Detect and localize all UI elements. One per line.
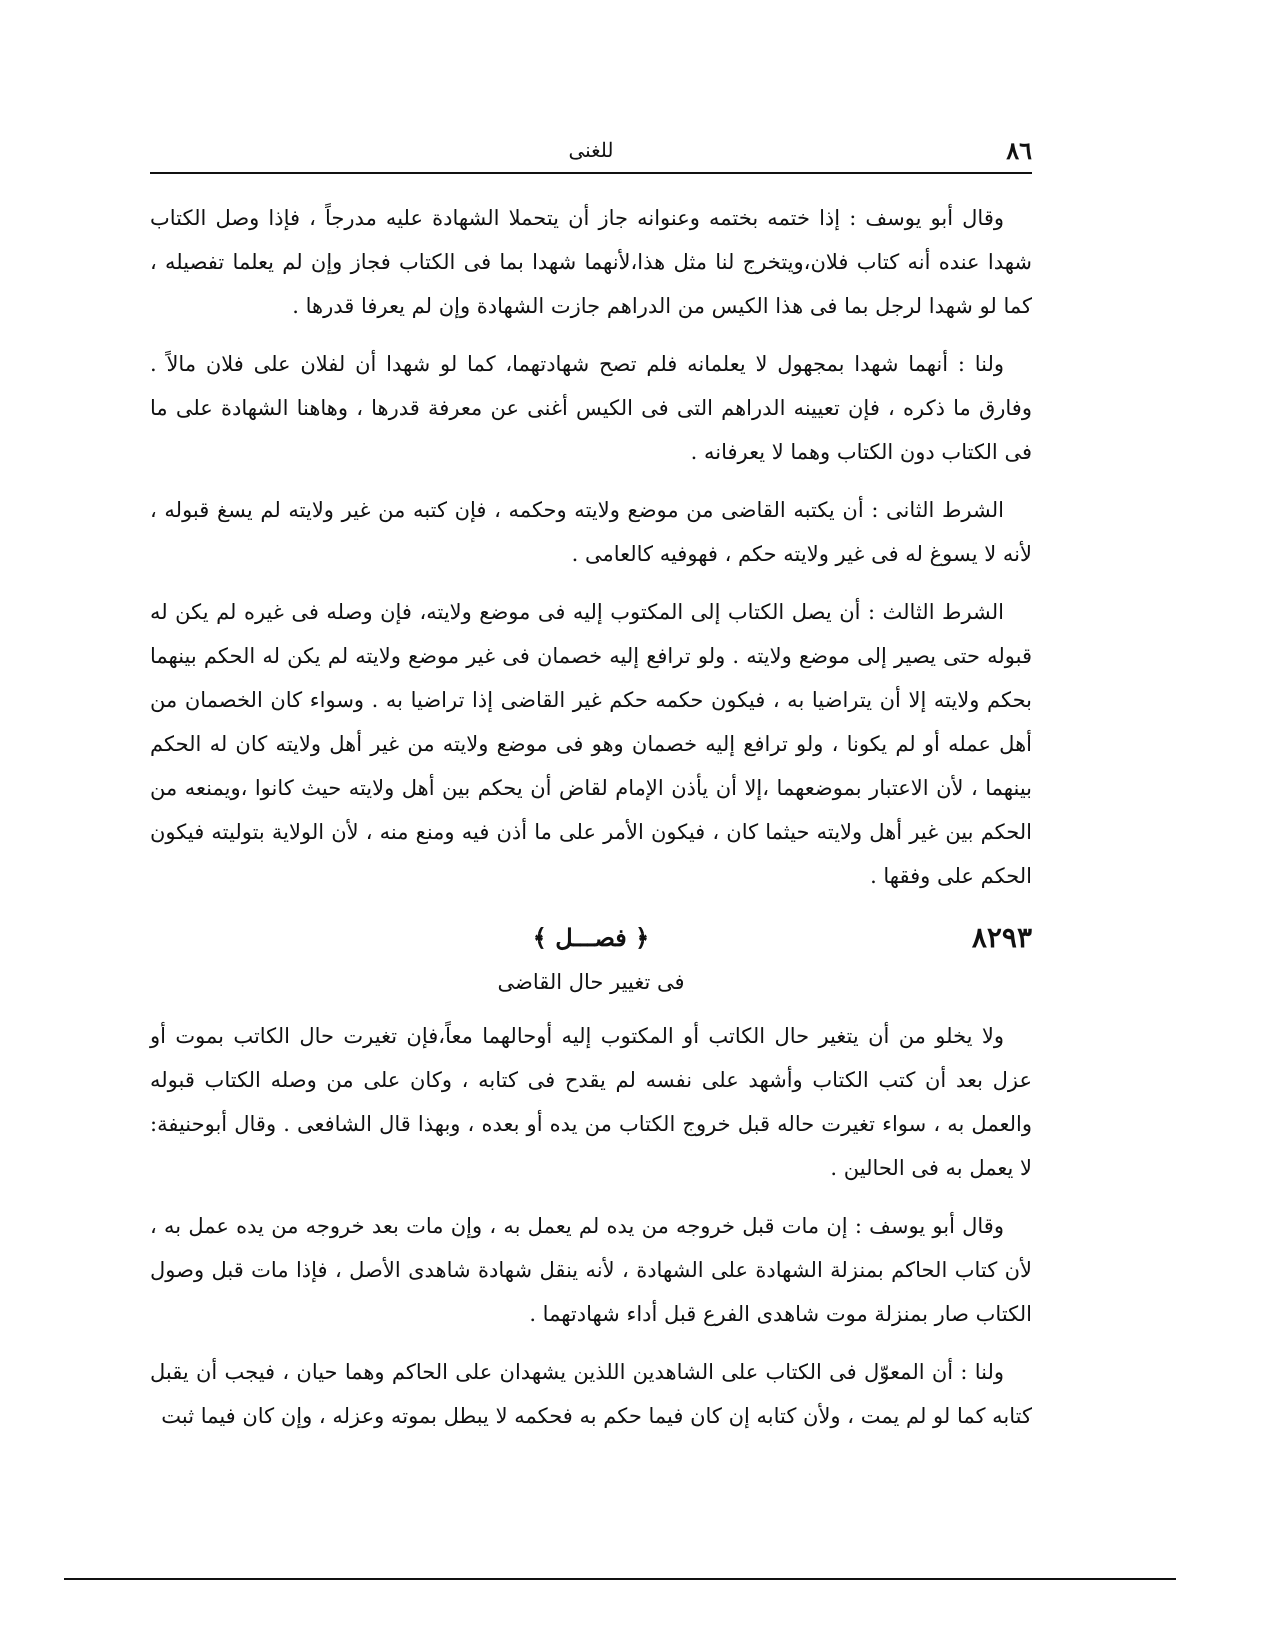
paragraph: ولنا : أن المعوّل فى الكتاب على الشاهدين اللذين يشهدان على الحاكم وهما حيان ، فيجب أن يقبل كتابه كما لو لم يمت ، ولأن كتابه إن كان فيما حكم به فحكمه لا يبطل بموته وعزله ، وإن كان فيما ثبت [150, 1360, 1032, 1428]
paragraph: وقال أبو يوسف : إذا ختمه بختمه وعنوانه جاز أن يتحملا الشهادة عليه مدرجاً ، فإذا وصل الكتاب شهدا عنده أنه كتاب فلان،ويتخرج لنا مثل هذا،لأنهما شهدا بما فى الكتاب فجاز وإن لم يعلما تفصيله ، كما لو شهدا لرجل بما فى هذا الكيس من الدراهم جازت الشهادة وإن لم يعرفا قدرها . [150, 206, 1032, 318]
paragraph: ولا يخلو من أن يتغير حال الكاتب أو المكتوب إليه أوحالهما معاً،فإن تغيرت حال الكاتب بموت أو عزل بعد أن كتب الكتاب وأشهد على نفسه لم يقدح فى كتابه ، وكان على من وصله الكتاب قبوله والعمل به ، سواء تغيرت حاله قبل خروج الكتاب من يده أو بعده ، وبهذا قال الشافعى . وقال أبوحنيفة: لا يعمل به فى الحالين . [150, 1024, 1032, 1180]
footer-rule [64, 1578, 1176, 1580]
header-rule [150, 172, 1032, 174]
body-text [150, 196, 1032, 1452]
section-label: ﴿ فصـــل ﴾ [532, 923, 650, 952]
paragraph: الشرط الثالث : أن يصل الكتاب إلى المكتوب إليه فى موضع ولايته، فإن وصله فى غيره لم يكن له قبوله حتى يصير إلى موضع ولايته . ولو ترافع إليه خصمان فى غير موضع ولايته لم يكن له الحكم بينهما بحكم ولايته إلا أن يتراضيا به ، فيكون حكمه حكم غير القاضى إذا تراضيا به . وسواء كان الخصمان من أهل عمله أو لم يكونا ، ولو ترافع إليه خصمان وهو فى موضع ولايته من غير أهل ولايته كان له الحكم بينهما ، لأن الاعتبار بموضعهما ،إلا أن يأذن الإمام لقاض أن يحكم بين أهل ولايته حيث كانوا ،ويمنعه من الحكم بين غير أهل ولايته حيثما كان ، فيكون الأمر على ما أذن فيه ومنع منه ، لأن الولاية بتوليته فيكون الحكم على وفقها . [150, 600, 1032, 888]
paragraph: الشرط الثانى : أن يكتبه القاضى من موضع ولايته وحكمه ، فإن كتبه من غير ولايته لم يسغ قبوله ، لأنه لا يسوغ له فى غير ولايته حكم ، فهوفيه كالعامى . [150, 498, 1032, 566]
running-title: للغنى [568, 138, 614, 162]
section-subtitle: فى تغيير حال القاضى [497, 970, 685, 994]
page-header [150, 128, 1032, 172]
section-number: ٨٢٩٣ [971, 921, 1032, 954]
paragraph: ولنا : أنهما شهدا بمجهول لا يعلمانه فلم تصح شهادتهما، كما لو شهدا أن لفلان على فلان مالاً . وفارق ما ذكره ، فإن تعيينه الدراهم التى فى الكيس أغنى عن معرفة قدرها ، وهاهنا الشهادة على ما فى الكتاب دون الكتاب وهما لا يعرفانه . [150, 352, 1032, 464]
paragraph: وقال أبو يوسف : إن مات قبل خروجه من يده لم يعمل به ، وإن مات بعد خروجه من يده عمل به ، لأن كتاب الحاكم بمنزلة الشهادة على الشهادة ، لأنه ينقل شهادة شاهدى الأصل ، فإذا مات قبل وصول الكتاب صار بمنزلة موت شاهدى الفرع قبل أداء شهادتهما . [150, 1214, 1032, 1326]
page-number: ٨٦ [1006, 136, 1032, 165]
section-heading [150, 912, 1032, 960]
